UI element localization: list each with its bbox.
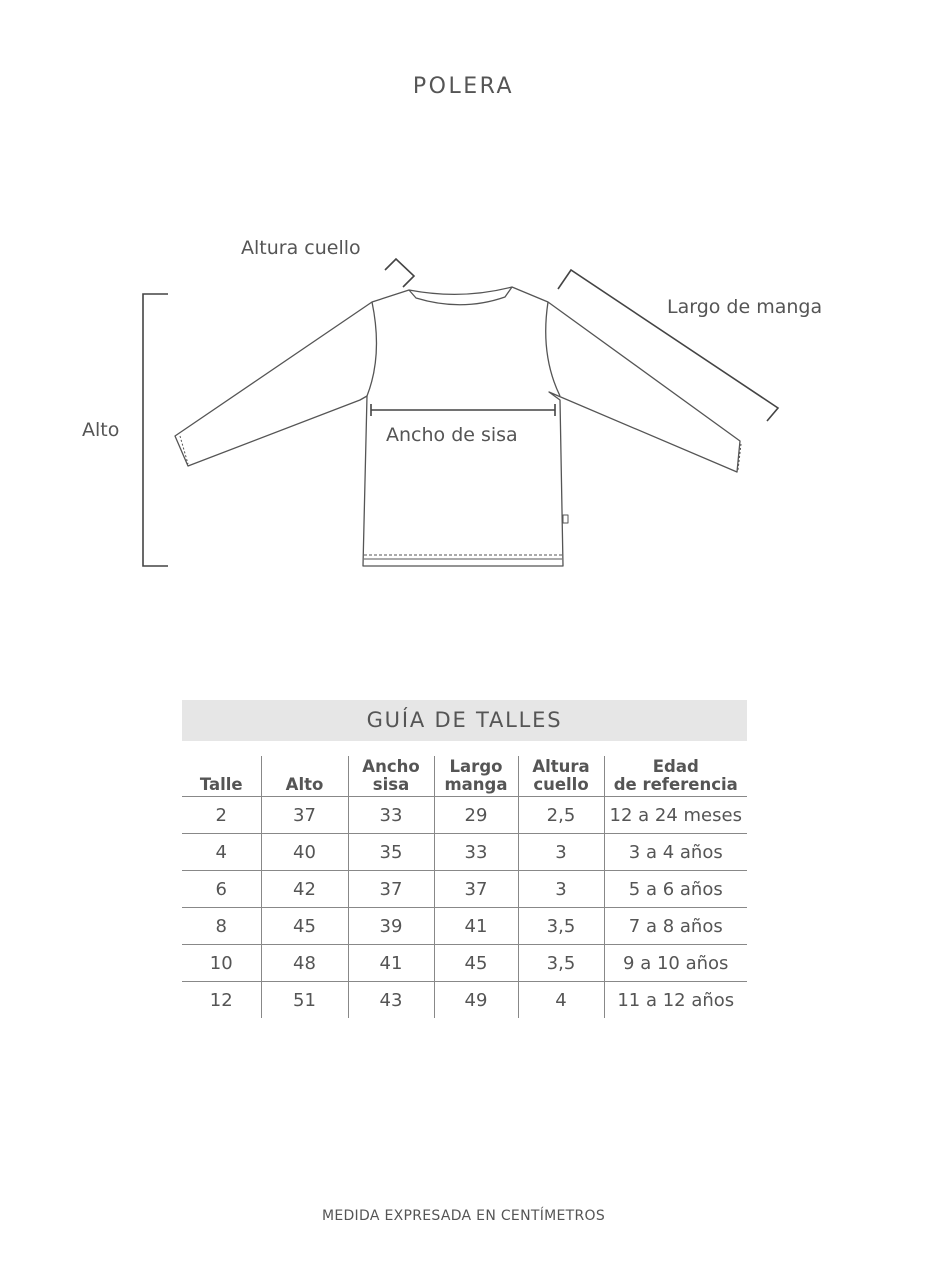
table-cell: 12 — [209, 989, 233, 1011]
table-cell: 8 — [182, 908, 261, 945]
table-header-row — [182, 756, 747, 797]
table-cell: 33 — [348, 797, 434, 834]
column-header-text: Altura — [532, 757, 590, 776]
column-header — [261, 756, 348, 797]
column-header-text: Largo — [449, 757, 503, 776]
table-row — [182, 982, 747, 1019]
table-cell: 43 — [348, 982, 434, 1019]
column-header-text: de referencia — [613, 775, 738, 794]
column-header-text: Talle — [199, 775, 243, 794]
left-armhole-seam — [367, 302, 376, 396]
table-row — [182, 945, 747, 982]
table-row — [182, 797, 747, 834]
table-cell: 45 — [261, 908, 348, 945]
column-header-text: Alto — [285, 775, 324, 794]
table-cell: 41 — [434, 908, 518, 945]
size-table — [182, 756, 747, 1018]
table-cell: 41 — [348, 945, 434, 982]
armhole-width-label: Ancho de sisa — [386, 424, 518, 446]
column-header-text: sisa — [372, 775, 410, 794]
table-cell: 7 a 8 años — [604, 908, 747, 945]
table-cell: 2 — [182, 797, 261, 834]
neck-height-marker — [385, 259, 414, 287]
table-cell: 11 a 12 años — [604, 982, 747, 1019]
height-bracket — [143, 294, 168, 566]
table-cell: 4 — [182, 834, 261, 871]
table-cell: 10 — [182, 945, 261, 982]
table-cell: 45 — [434, 945, 518, 982]
table-cell: 3 — [518, 834, 604, 871]
table-cell: 6 — [182, 871, 261, 908]
collar-line — [409, 287, 512, 305]
table-cell: 48 — [261, 945, 348, 982]
table-cell: 5 a 6 años — [604, 871, 747, 908]
height-label: Alto — [82, 419, 120, 441]
table-cell: 37 — [434, 871, 518, 908]
table-cell: 12 a 24 meses — [604, 797, 747, 834]
page-title: POLERA — [412, 74, 515, 99]
armhole-measure — [371, 404, 555, 416]
footer-note: MEDIDA EXPRESADA EN CENTÍMETROS — [321, 1208, 606, 1224]
table-cell: 3,5 — [518, 945, 604, 982]
column-header — [518, 756, 604, 797]
table-cell: 4 — [518, 982, 604, 1019]
column-header — [604, 756, 747, 797]
column-header-text: cuello — [533, 775, 589, 794]
column-header — [434, 756, 518, 797]
table-cell: 3,5 — [518, 908, 604, 945]
table-row — [182, 908, 747, 945]
table-cell: 33 — [434, 834, 518, 871]
table-cell: 35 — [348, 834, 434, 871]
size-guide-title: GUÍA DE TALLES — [182, 700, 747, 741]
column-header-text: Ancho — [362, 757, 420, 776]
table-row — [182, 834, 747, 871]
table-row — [182, 871, 747, 908]
sleeve-measure — [558, 270, 778, 421]
column-header-text: Edad — [652, 757, 699, 776]
column-header — [348, 756, 434, 797]
table-cell: 51 — [261, 982, 348, 1019]
table-cell: 29 — [434, 797, 518, 834]
table-cell: 40 — [261, 834, 348, 871]
right-armhole-seam — [546, 302, 560, 396]
size-guide — [182, 700, 747, 1018]
table-cell: 3 — [518, 871, 604, 908]
table-cell: 37 — [348, 871, 434, 908]
table-cell: 42 — [261, 871, 348, 908]
table-cell: 2,5 — [518, 797, 604, 834]
neck-height-label: Altura cuello — [241, 237, 361, 259]
table-cell: 9 a 10 años — [604, 945, 747, 982]
table-cell: 37 — [261, 797, 348, 834]
table-cell: 49 — [434, 982, 518, 1019]
table-cell: 3 a 4 años — [604, 834, 747, 871]
sleeve-length-label: Largo de manga — [667, 296, 823, 318]
table-cell: 39 — [348, 908, 434, 945]
column-header — [182, 756, 261, 797]
column-header-text: manga — [444, 775, 508, 794]
